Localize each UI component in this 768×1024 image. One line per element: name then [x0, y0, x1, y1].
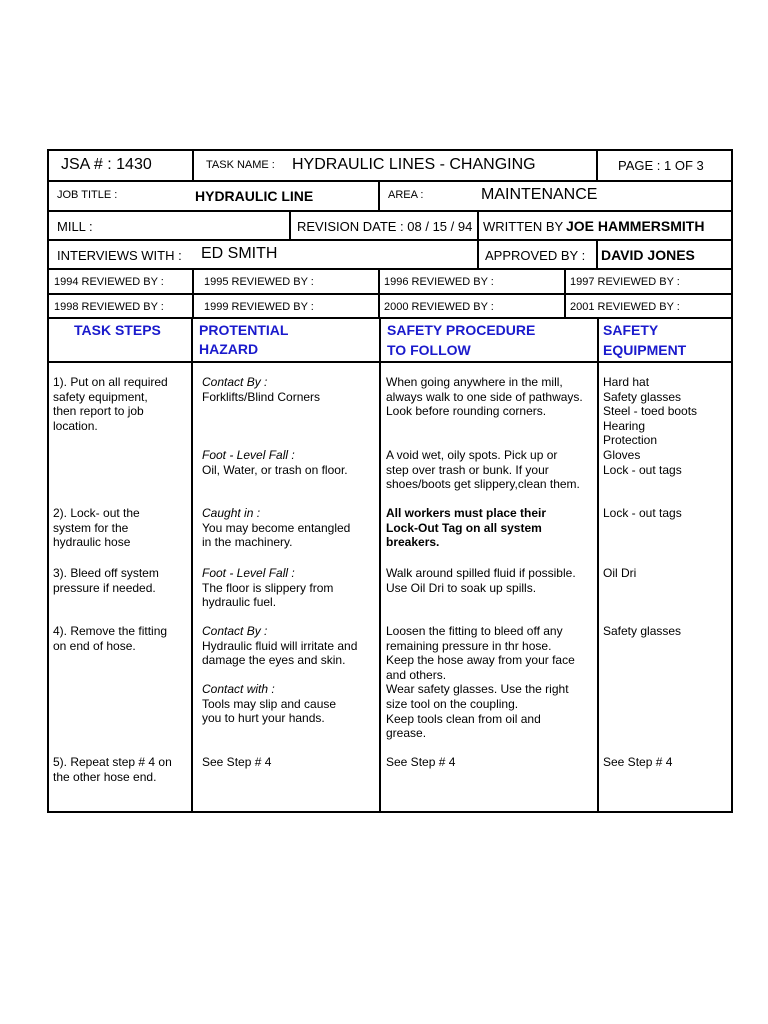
review-2000: 2000 REVIEWED BY : — [384, 301, 494, 313]
header-row-job — [49, 182, 731, 212]
col-header-procedure-2: TO FOLLOW — [387, 342, 471, 358]
review-1998: 1998 REVIEWED BY : — [54, 301, 164, 313]
job-title-label: JOB TITLE : — [57, 189, 118, 201]
area: MAINTENANCE — [481, 186, 598, 203]
step-4-text: 4). Remove the fitting on end of hose. — [53, 624, 168, 653]
jsa-number-cell — [49, 151, 194, 180]
step-4-hazard-2: Contact with : Tools may slip and cause you to hurt your hands. — [202, 682, 337, 726]
revision-date: REVISION DATE : 08 / 15 / 94 — [297, 219, 473, 234]
jsa-form — [47, 149, 733, 813]
review-cell — [566, 270, 733, 293]
interviews-label: INTERVIEWS WITH : — [57, 248, 182, 263]
review-cell — [49, 295, 194, 317]
header-row-task — [49, 151, 731, 182]
review-1999: 1999 REVIEWED BY : — [204, 301, 314, 313]
area-cell — [380, 182, 733, 210]
interviewee: ED SMITH — [201, 245, 278, 262]
page-cell — [598, 151, 733, 180]
page-number: PAGE : 1 OF 3 — [618, 158, 704, 173]
column-divider — [191, 319, 193, 811]
mill-cell — [49, 212, 291, 239]
header-row-interviews — [49, 241, 731, 270]
approved-cell — [598, 241, 733, 268]
task-name-label: TASK NAME : — [206, 159, 275, 171]
review-1995: 1995 REVIEWED BY : — [204, 276, 314, 288]
step-5-equipment: See Step # 4 — [603, 755, 673, 769]
revision-cell — [291, 212, 479, 239]
review-cell — [49, 270, 194, 293]
col-header-procedure-1: SAFETY PROCEDURE — [387, 322, 536, 338]
step-1-equipment: Hard hat Safety glasses Steel - toed boots Hearing Protection Gloves Lock - out tags — [603, 375, 698, 477]
col-header-hazard-1: PROTENTIAL — [199, 322, 289, 338]
interviews-cell — [49, 241, 479, 268]
review-1996: 1996 REVIEWED BY : — [384, 276, 494, 288]
step-1-hazard-1: Contact By : Forklifts/Blind Corners — [202, 375, 321, 404]
step-4-equipment: Safety glasses — [603, 624, 682, 638]
column-divider — [597, 319, 599, 811]
review-cell — [566, 295, 733, 317]
col-header-equipment-2: EQUIPMENT — [603, 342, 687, 358]
review-cell — [194, 295, 380, 317]
review-1994: 1994 REVIEWED BY : — [54, 276, 164, 288]
step-2-text: 2). Lock- out the system for the hydraulic hose — [53, 506, 140, 550]
step-3-equipment: Oil Dri — [603, 566, 637, 580]
reviews-row-2 — [49, 295, 731, 319]
job-title-cell — [49, 182, 380, 210]
approved-label-cell — [479, 241, 598, 268]
written-by: JOE HAMMERSMITH — [566, 218, 705, 234]
header-underline — [49, 361, 731, 363]
step-2-equipment: Lock - out tags — [603, 506, 682, 520]
area-label: AREA : — [388, 189, 424, 201]
written-by-label: WRITTEN BY — [483, 219, 564, 234]
step-4-procedure: Loosen the fitting to bleed off any remaining pressure in thr hose. Keep the hose away from your face and others. Wear safety glasses. Use the right size tool on the coupling. Keep tools clean from oil and grease. — [386, 624, 575, 741]
step-5-text: 5). Repeat step # 4 on the other hose end. — [53, 755, 172, 784]
review-cell — [194, 270, 380, 293]
column-divider — [379, 319, 381, 811]
written-by-cell — [479, 212, 733, 239]
approved-by: DAVID JONES — [601, 247, 695, 263]
jsa-number: JSA # : 1430 — [61, 156, 152, 173]
mill-label: MILL : — [57, 219, 93, 234]
col-header-hazard-2: HAZARD — [199, 341, 259, 357]
step-4-hazard-1: Contact By : Hydraulic fluid will irritate and damage the eyes and skin. — [202, 624, 358, 668]
step-5-procedure: See Step # 4 — [386, 755, 456, 769]
task-name-cell — [194, 151, 598, 180]
step-3-text: 3). Bleed off system pressure if needed. — [53, 566, 159, 595]
review-1997: 1997 REVIEWED BY : — [570, 276, 680, 288]
step-3-hazard: Foot - Level Fall : The floor is slippery from hydraulic fuel. — [202, 566, 334, 610]
reviews-row-1 — [49, 270, 731, 295]
header-row-mill — [49, 212, 731, 241]
step-3-procedure: Walk around spilled fluid if possible. Use Oil Dri to soak up spills. — [386, 566, 576, 595]
step-1-procedure-a: When going anywhere in the mill, always walk to one side of pathways. Look before rounding corners. — [386, 375, 583, 419]
step-1-procedure-b: A void wet, oily spots. Pick up or step over trash or bunk. If your shoes/boots get slippery,clean them. — [386, 448, 580, 492]
review-2001: 2001 REVIEWED BY : — [570, 301, 680, 313]
review-cell — [380, 270, 566, 293]
col-header-task-steps: TASK STEPS — [74, 322, 161, 338]
task-name: HYDRAULIC LINES - CHANGING — [292, 156, 536, 173]
step-2-hazard: Caught in : You may become entangled in the machinery. — [202, 506, 351, 550]
step-2-procedure: All workers must place their Lock-Out Tag on all system breakers. — [386, 506, 547, 550]
step-1-text: 1). Put on all required safety equipment, then report to job location. — [53, 375, 168, 433]
step-5-hazard: See Step # 4 — [202, 755, 272, 769]
approved-label: APPROVED BY : — [485, 248, 586, 263]
job-title: HYDRAULIC LINE — [195, 188, 314, 204]
step-1-hazard-2: Foot - Level Fall : Oil, Water, or trash on floor. — [202, 448, 348, 477]
review-cell — [380, 295, 566, 317]
col-header-equipment-1: SAFETY — [603, 322, 659, 338]
